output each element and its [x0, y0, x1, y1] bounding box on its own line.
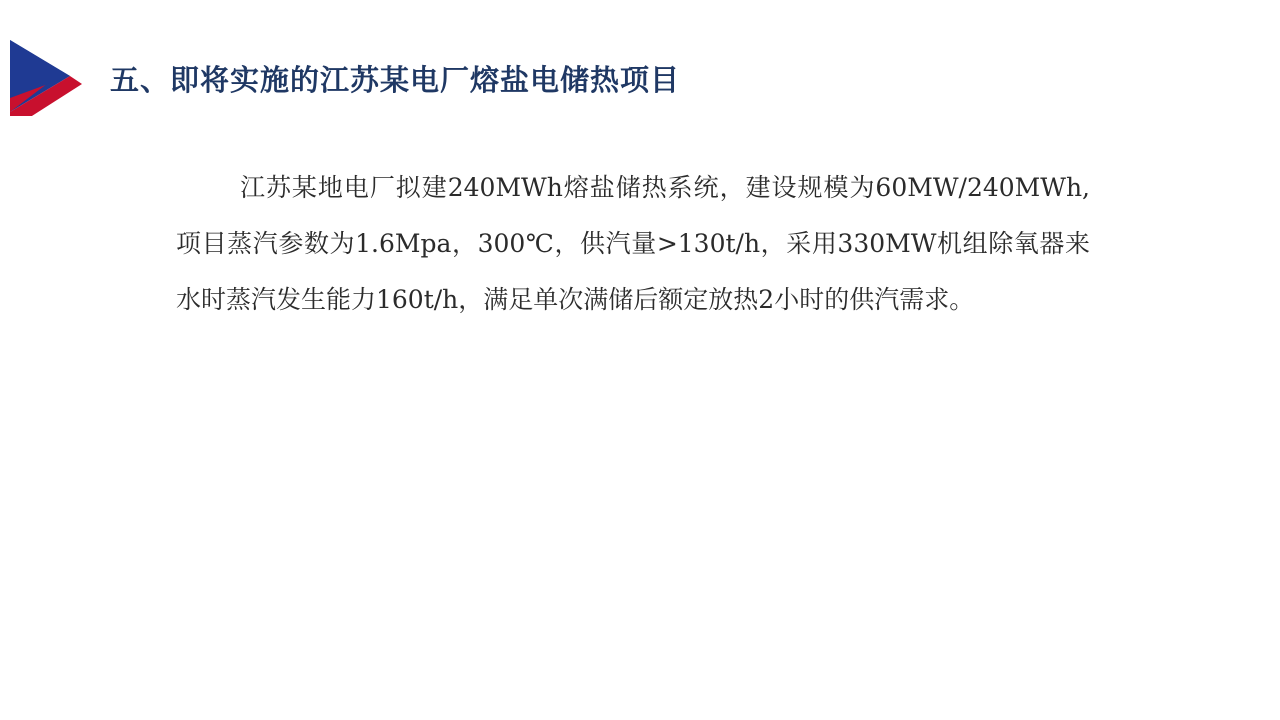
body-paragraph: 江苏某地电厂拟建240MWh熔盐储热系统，建设规模为60MW/240MWh,项目蒸汽参数为1.6Mpa，300℃，供汽量>130t/h，采用330MW机组除氧器来水时蒸汽发生能力160t/h，满足单次满储后额定放热2小时的供汽需求。: [176, 173, 1090, 314]
arrow-flag-marker-icon: [8, 38, 86, 116]
body-text-block: [176, 160, 1090, 328]
page-title: 五、即将实施的江苏某电厂熔盐电储热项目: [110, 63, 681, 97]
